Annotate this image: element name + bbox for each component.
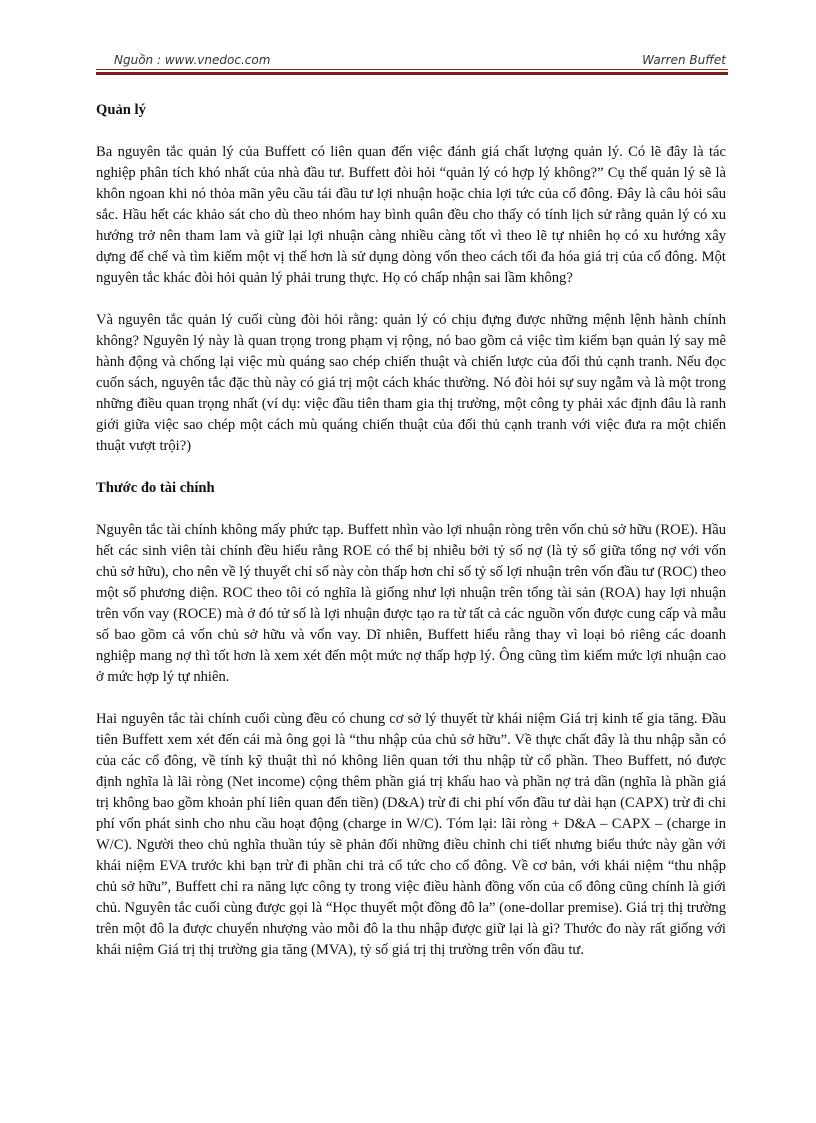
header-rule-thin: [96, 69, 728, 70]
header-source: Nguồn : www.vnedoc.com: [114, 53, 271, 67]
document-body: [96, 100, 726, 961]
page-header: [106, 52, 726, 70]
header-author: Warren Buffet: [642, 53, 726, 67]
paragraph-financial-1: Nguyên tắc tài chính không mấy phức tạp. Buffett nhìn vào lợi nhuận ròng trên vốn chủ sở hữu (ROE). Hầu hết các sinh viên tài chính đều hiểu rằng ROE có thể bị nhiễu bởi tỷ số nợ (là tỷ số giữa tổng nợ với vốn chủ sở hữu), cho nên về lý thuyết chỉ số này còn thấp hơn chỉ số tỷ số lợi nhuận trên vốn đầu tư (ROC) theo một số phương diện. ROC theo tôi có nghĩa là giống như lợi nhuận trên tổng tài sản (ROA) hay lợi nhuận trên vốn vay (ROCE) mà ở đó tử số là lợi nhuận được tạo ra từ tất cả các nguồn vốn được cung cấp và mẫu số bao gồm cả vốn chủ sở hữu và vốn vay. Dĩ nhiên, Buffett hiểu rằng thay vì loại bỏ riêng các doanh nghiệp mang nợ thì tốt hơn là xem xét đến một mức nợ thấp hợp lý. Ông cũng tìm kiếm mức lợi nhuận cao ở mức hợp lý tự nhiên.: [96, 522, 727, 685]
paragraph-financial-2: Hai nguyên tắc tài chính cuối cùng đều có chung cơ sở lý thuyết từ khái niệm Giá trị kinh tế gia tăng. Đầu tiên Buffett xem xét đến cái mà ông gọi là “thu nhập của chủ sở hữu”. Về thực chất đây là thu nhập sẵn có của các cổ đông, về tính kỹ thuật thì nó không liên quan tới thu nhập từ cổ phần. Theo Buffett, nó được định nghĩa là lãi ròng (Net income) cộng thêm phần giá trị khấu hao và phần nợ trả dần (nghĩa là phần giá trị không bao gồm khoản phí liên quan đến tiền) (D&A) trừ đi chi phí vốn đầu tư dài hạn (CAPX) trừ đi chi phí vốn phát sinh cho nhu cầu hoạt động (charge in W/C). Tóm lại: lãi ròng + D&A – CAPX – (charge in W/C). Người theo chủ nghĩa thuần túy sẽ phản đối những điều chỉnh chi tiết nhưng biểu thức này gần với khái niệm EVA trước khi bạn trừ đi phần chi trả cổ tức cho cổ đông. Về cơ bản, với khái niệm “thu nhập chủ sở hữu”, Buffett chỉ ra năng lực công ty trong việc điều hành đồng vốn của cổ đông cũng chính là giới chủ. Nguyên tắc cuối cùng được gọi là “Học thuyết một đồng đô la” (one-dollar premise). Giá trị thị trường trên một đô la được chuyển nhượng vào mỗi đô la thu nhập được giữ lại là gì? Thước đo này rất giống với khái niệm Giá trị thị trường gia tăng (MVA), tỷ số giá trị thị trường trên vốn đầu tư.: [96, 711, 726, 958]
paragraph-management-2: Và nguyên tắc quản lý cuối cùng đòi hỏi rằng: quản lý có chịu đựng được những mệnh lệnh hành chính không? Nguyên lý này là quan trọng trong phạm vị rộng, nó bao gồm cả việc tìm kiếm bạn quản lý say mê hành động và chống lại việc mù quáng sao chép chiến thuật và chiến lược của đối thủ cạnh tranh. Nếu đọc cuốn sách, nguyên tắc đặc thù này có giá trị một cách khác thường. Nó đòi hỏi sự suy ngẫm và là một trong những điều quan trọng nhất (ví dụ: việc đầu tiên tham gia thị trường, một công ty phải xác định đâu là ranh giới giữa việc sao chép một cách mù quáng chiến thuật của đối thủ cạnh tranh với việc đưa ra một chiến thuật vượt trội?): [96, 312, 726, 454]
section-heading-management: Quản lý: [96, 102, 146, 118]
header-rule-thick: [96, 72, 728, 75]
section-heading-financial-measures: Thước đo tài chính: [96, 480, 215, 496]
paragraph-management-1: Ba nguyên tắc quản lý của Buffett có liên quan đến việc đánh giá chất lượng quản lý. Có lẽ đây là tác nghiệp phân tích khó nhất của nhà đầu tư. Buffett đòi hỏi “quản lý có hợp lý không?” Cụ thể quản lý sẽ là khôn ngoan khi nó thỏa mãn yêu cầu tái đầu tư lợi nhuận hoặc chia lợi tức của cổ đông. Đây là câu hỏi sâu sắc. Hầu hết các khảo sát cho dù theo nhóm hay bình quân đều cho thấy có tính lịch sử rằng quản lý có xu hướng trở nên tham lam và giữ lại lợi nhuận càng nhiều càng tốt vì theo lẽ tự nhiên họ có xu hướng xây dựng đế chế và tìm kiếm một vị thế hơn là sử dụng dòng vốn theo cách tối đa hóa giá trị của cổ đông. Một nguyên tắc khác đòi hỏi quản lý phải trung thực. Họ có chấp nhận sai lầm không?: [96, 144, 726, 286]
